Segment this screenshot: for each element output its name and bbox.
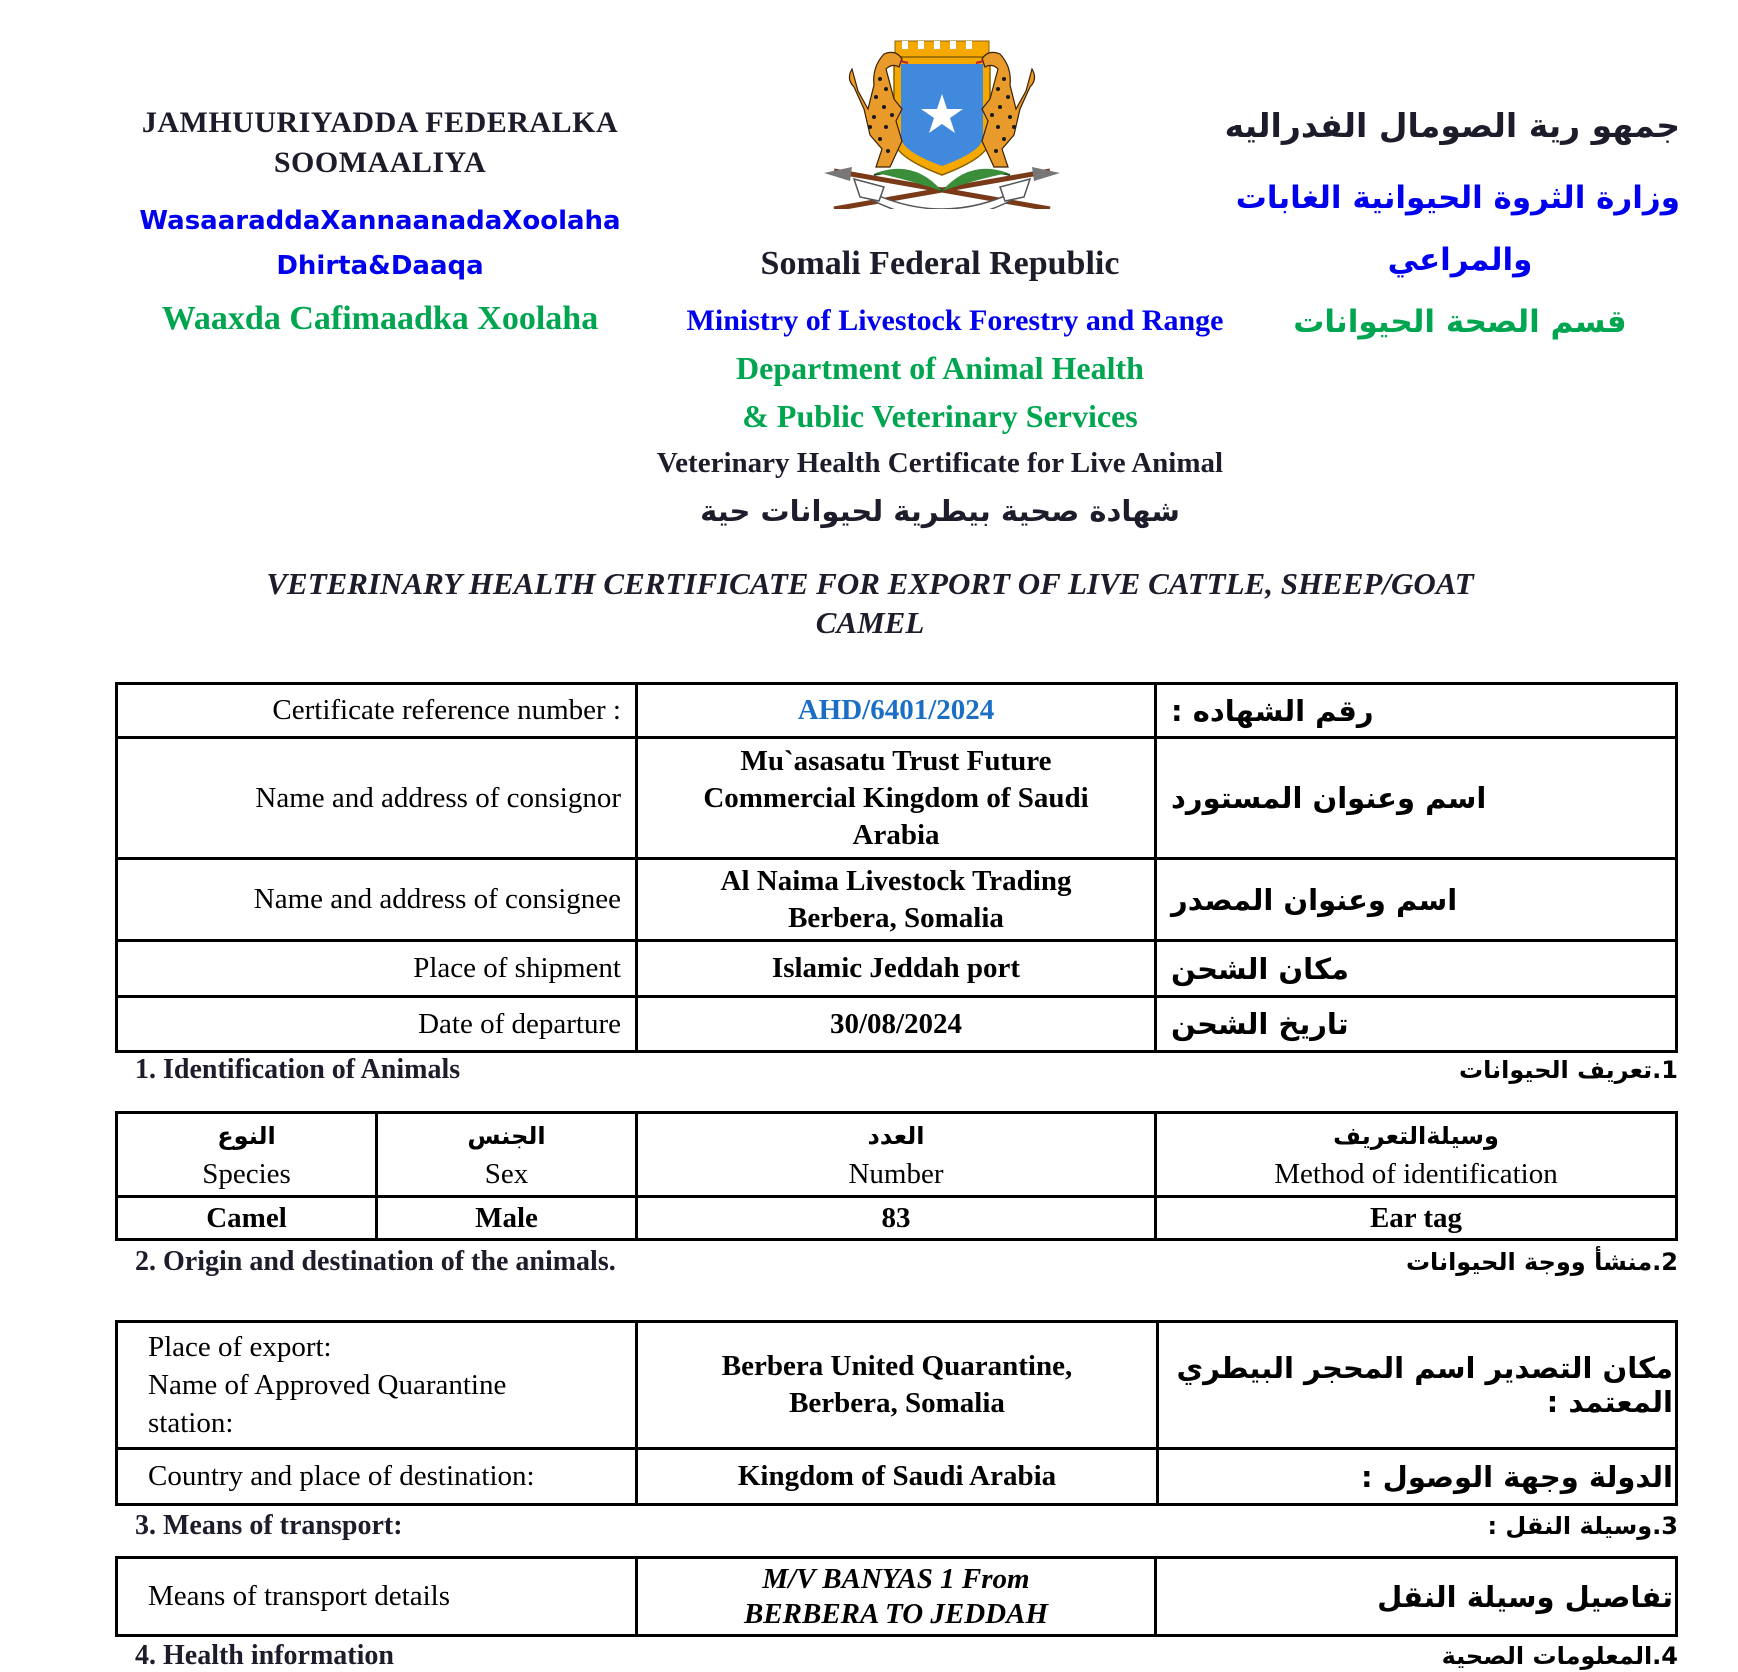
section4-title-ar: 4.المعلومات الصحية	[1441, 1642, 1678, 1670]
method-value: Ear tag	[1156, 1197, 1677, 1240]
somalia-coat-of-arms-emblem	[824, 39, 1060, 209]
table-row	[117, 738, 1677, 859]
place-of-export-label-line: Name of Approved Quarantine	[148, 1369, 507, 1401]
date-of-departure-value: 30/08/2024	[637, 997, 1156, 1052]
table-row	[117, 941, 1677, 997]
column-header-method	[1156, 1113, 1677, 1197]
section3-title-ar: 3.وسيلة النقل :	[1487, 1512, 1678, 1540]
sex-header-en: Sex	[484, 1157, 529, 1190]
ministry-name: Ministry of Livestock Forestry and Range	[686, 304, 1224, 337]
place-of-export-label-line: station:	[148, 1407, 234, 1439]
date-of-departure-label: Date of departure	[117, 997, 637, 1052]
republic-name: Somali Federal Republic	[760, 245, 1120, 282]
transport-details-value	[637, 1558, 1156, 1636]
header-right-ministry-line2: والمراعي	[1387, 242, 1533, 278]
section4-title: 4. Health information	[135, 1640, 394, 1671]
number-header-ar: العدد	[867, 1121, 925, 1150]
section1-title-ar: 1.تعريف الحيوانات	[1458, 1056, 1678, 1084]
sex-header-ar: الجنس	[467, 1121, 546, 1150]
sex-value: Male	[377, 1197, 637, 1240]
certificate-reference-label-ar: رقم الشهاده :	[1156, 684, 1677, 738]
destination-label: Country and place of destination:	[117, 1449, 637, 1505]
table-row	[117, 1449, 1677, 1505]
consignor-label: Name and address of consignor	[117, 738, 637, 859]
consignor-label-ar: اسم وعنوان المستورد	[1156, 738, 1677, 859]
transport-table	[115, 1556, 1678, 1637]
column-header-species	[117, 1113, 377, 1197]
column-header-sex	[377, 1113, 637, 1197]
main-title-line1: VETERINARY HEALTH CERTIFICATE FOR EXPORT OF LIVE CATTLE, SHEEP/GOAT	[266, 566, 1474, 601]
header-right-line1: جمهو رية الصومال الفدراليه	[1224, 106, 1680, 145]
column-header-number	[637, 1113, 1156, 1197]
place-of-export-value: Berbera United Quarantine, Berbera, Somalia	[637, 1322, 1158, 1449]
transport-details-label-ar: تفاصيل وسيلة النقل	[1156, 1558, 1677, 1636]
section2-title: 2. Origin and destination of the animals.	[135, 1246, 616, 1277]
place-of-shipment-value: Islamic Jeddah port	[637, 941, 1156, 997]
table-row	[117, 997, 1677, 1052]
department-name-line1: Department of Animal Health	[736, 350, 1144, 386]
transport-details-value-line: BERBERA TO JEDDAH	[743, 1597, 1049, 1630]
certificate-subtitle-ar: شهادة صحية بيطرية لحيوانات حية	[700, 494, 1180, 528]
certificate-reference-label: Certificate reference number :	[117, 684, 637, 738]
section1-title: 1. Identification of Animals	[135, 1054, 461, 1085]
consignee-label: Name and address of consignee	[117, 859, 637, 941]
origin-destination-table	[115, 1320, 1678, 1506]
table-row	[117, 1322, 1677, 1449]
destination-label-ar: الدولة وجهة الوصول :	[1158, 1449, 1677, 1505]
consignee-label-ar: اسم وعنوان المصدر	[1156, 859, 1677, 941]
species-value: Camel	[117, 1197, 377, 1240]
number-header-en: Number	[848, 1157, 944, 1190]
header-left-line2: SOOMAALIYA	[273, 146, 487, 179]
place-of-export-label	[117, 1322, 637, 1449]
animal-identification-table	[115, 1111, 1678, 1241]
section2-title-ar: 2.منشأ ووجة الحيوانات	[1405, 1248, 1678, 1276]
header-right-department: قسم الصحة الحيوانات	[1293, 304, 1627, 340]
certificate-subtitle-en: Veterinary Health Certificate for Live Animal	[656, 447, 1224, 479]
transport-details-value-line: M/V BANYAS 1 From	[762, 1562, 1030, 1595]
place-of-export-label-line: Place of export:	[148, 1331, 332, 1363]
date-of-departure-label-ar: تاريخ الشحن	[1156, 997, 1677, 1052]
header-left-department: Waaxda Cafimaadka Xoolaha	[161, 300, 599, 337]
table-header-row	[117, 1113, 1677, 1197]
species-header-ar: النوع	[217, 1121, 276, 1150]
table-row	[117, 1197, 1677, 1240]
table-row	[117, 1558, 1677, 1636]
consignee-value: Al Naima Livestock Trading Berbera, Somalia	[637, 859, 1156, 941]
place-of-export-label-ar: مكان التصدير اسم المحجر البيطري المعتمد :	[1158, 1322, 1677, 1449]
certificate-reference-value: AHD/6401/2024	[637, 684, 1156, 738]
place-of-shipment-label: Place of shipment	[117, 941, 637, 997]
destination-value: Kingdom of Saudi Arabia	[637, 1449, 1158, 1505]
section3-title: 3. Means of transport:	[135, 1510, 403, 1541]
species-header-en: Species	[202, 1157, 291, 1190]
place-of-shipment-label-ar: مكان الشحن	[1156, 941, 1677, 997]
method-header-en: Method of identification	[1274, 1157, 1558, 1190]
header-left-ministry-line2: Dhirta&Daaqa	[276, 251, 484, 281]
header-left-ministry-line1: WasaaraddaXannaanadaXoolaha	[139, 206, 621, 236]
table-row	[117, 684, 1677, 738]
main-title-line2: CAMEL	[815, 605, 925, 640]
general-info-table	[115, 682, 1678, 1053]
header-left-line1: JAMHUURIYADDA FEDERALKA	[141, 106, 619, 139]
consignor-value: Mu`asasatu Trust Future Commercial Kingdom of Saudi Arabia	[637, 738, 1156, 859]
method-header-ar: وسيلةالتعريف	[1333, 1121, 1499, 1150]
department-name-line2: & Public Veterinary Services	[742, 398, 1138, 434]
transport-details-label: Means of transport details	[117, 1558, 637, 1636]
number-value: 83	[637, 1197, 1156, 1240]
header-right-ministry-line1: وزارة الثروة الحيوانية الغابات	[1235, 180, 1680, 216]
table-row	[117, 859, 1677, 941]
